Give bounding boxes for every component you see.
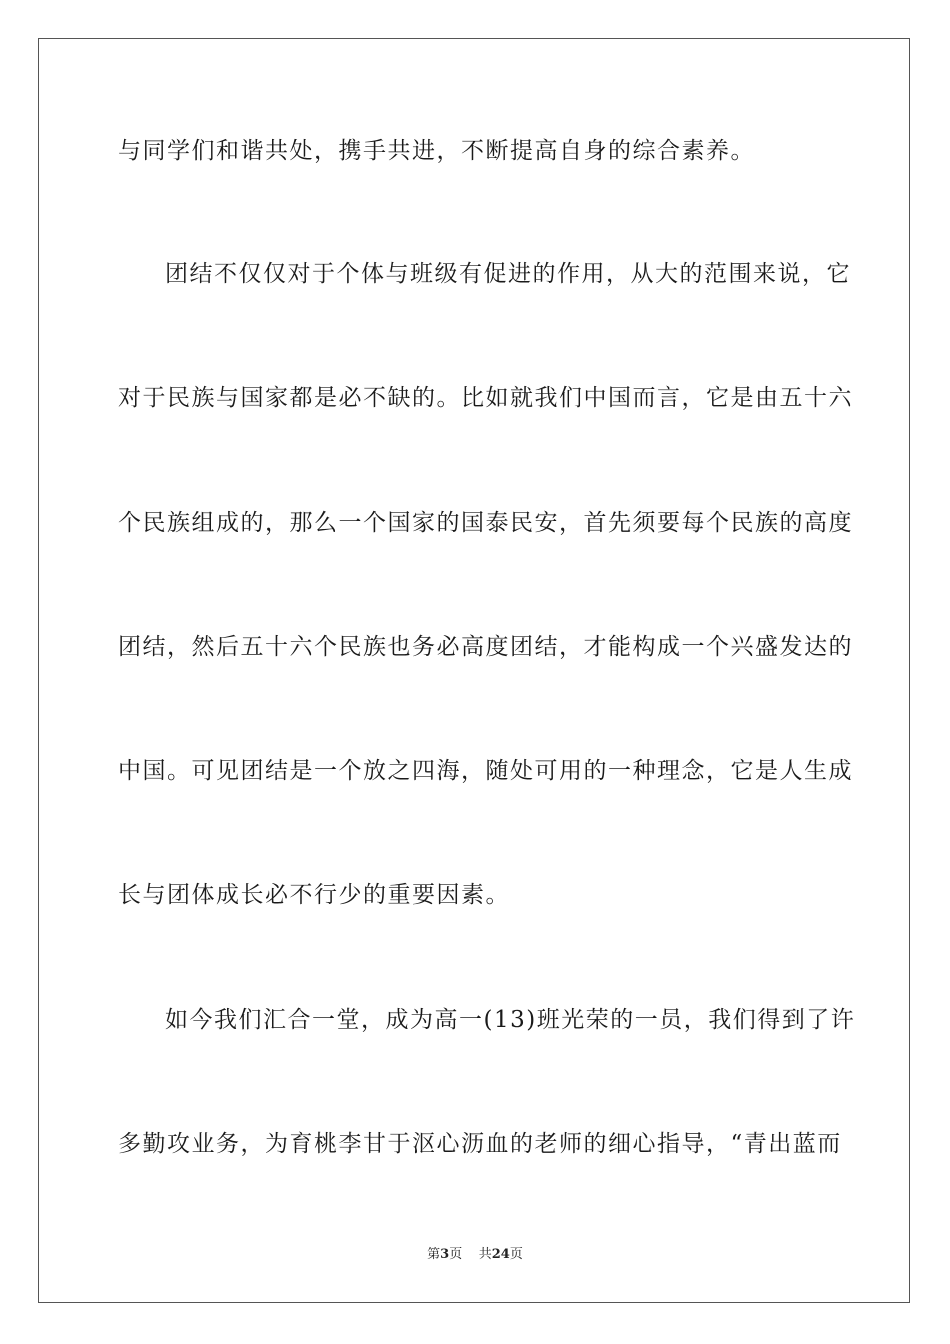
footer-total-pages: 24 [491,1247,510,1262]
footer-page-suffix: 页 [449,1247,463,1262]
text-line-4: 个民族组成的，那么一个国家的国泰民安，首先须要每个民族的高度 [118,510,853,536]
text-line-7: 长与团体成长必不行少的重要因素。 [118,882,510,908]
footer-page-prefix: 第 [427,1247,441,1262]
text-line-2: 团结不仅仅对于个体与班级有促进的作用，从大的范围来说，它 [165,261,851,287]
page-border [38,38,910,1303]
text-line-1: 与同学们和谐共处，携手共进，不断提高自身的综合素养。 [118,138,755,164]
footer-page-number: 3 [440,1247,450,1262]
footer-total-suffix: 页 [509,1247,523,1262]
text-line-6: 中国。可见团结是一个放之四海，随处可用的一种理念，它是人生成 [118,758,853,784]
footer-total-prefix: 共 [478,1247,492,1262]
text-line-5: 团结，然后五十六个民族也务必高度团结，才能构成一个兴盛发达的 [118,634,853,660]
text-line-3: 对于民族与国家都是必不缺的。比如就我们中国而言，它是由五十六 [118,385,853,411]
page-footer [0,1246,950,1264]
text-line-8: 如今我们汇合一堂，成为高一(13)班光荣的一员，我们得到了许 [165,1007,856,1033]
text-line-9: 多勤攻业务，为育桃李甘于沤心沥血的老师的细心指导，“青出蓝而 [118,1131,842,1157]
